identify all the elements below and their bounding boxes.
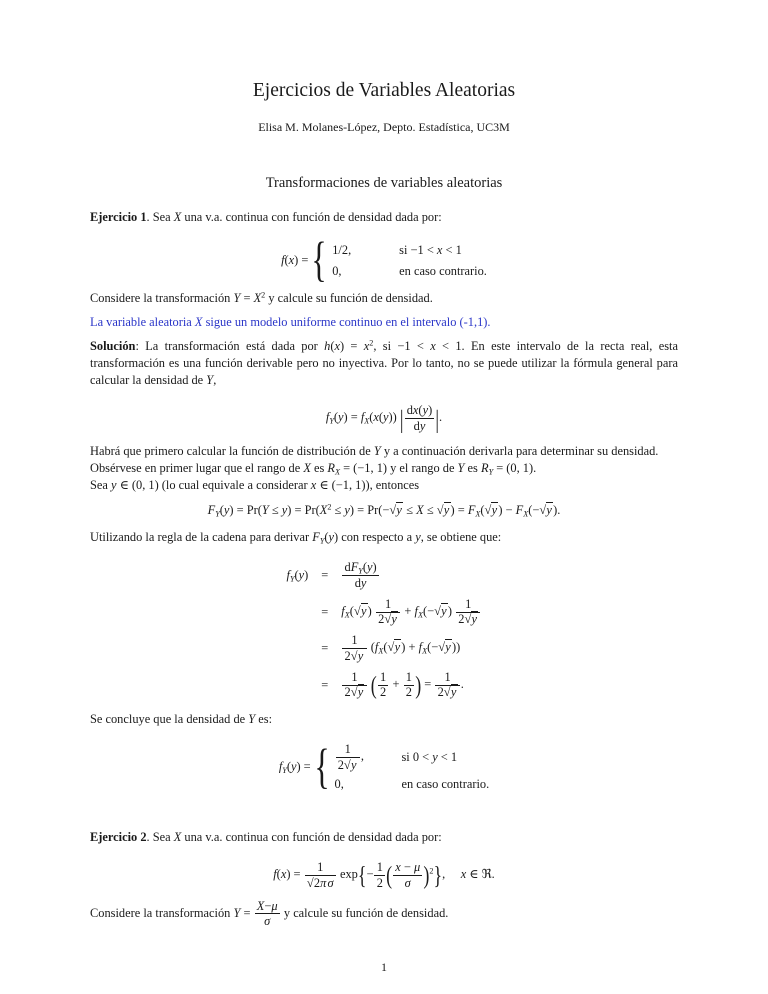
math-var: x [430,339,436,353]
math-var: F [350,560,359,575]
math-sqrt: √y [436,503,450,518]
subscript [282,767,287,776]
math-var: y [450,685,457,700]
math-sqrt: √y [350,685,364,700]
big-delimiter: ( [370,671,377,700]
derivation-rhs: $\frac{1}{2√y}$ ( $\frac{1}{2}$ + $\frac{1}{2}$ ) = $\frac{1}{2√y}$ . [338,667,484,704]
equals-sign: = [321,641,329,656]
math-var: Y [373,443,381,458]
math-var: X [256,898,265,913]
formula-normal-density: f(x) = $\frac{1}{√2\pi\sigma}$ exp{− $\frac{1}{2}$ ( $\frac{x - \mu}{\sigma}$ )$^2$}, x ∈ ℜ. [273,860,495,890]
superscript: 2 [261,290,266,300]
math-var: y [223,503,230,518]
math-var: x [288,252,295,267]
math-var: x [412,403,419,418]
math-var: Y [457,460,465,475]
equals-sign: = [321,568,329,583]
math-var: Y [488,467,494,477]
math-var: h [324,339,331,353]
math-var: X [378,646,384,656]
cases-row: 0, en caso contrario. [332,263,487,278]
math-var: y [443,503,450,518]
exercise1-intro: Ejercicio 1. Sea X una v.a. continua con función de densidad dada por: [90,210,442,225]
math-var: y [281,503,288,518]
math-var: Y [215,509,220,519]
math-fraction: $\frac{1}{2√y}$ [434,671,460,700]
math-sqrt: √y [353,603,367,618]
solution-para-sea: Sea y ∈ (0, 1) (lo cual equivale a considerar x ∈ (−1, 1)), entonces [90,478,420,493]
math-var: σ [327,875,334,890]
math-var: y [415,530,421,545]
math-var: X [523,509,529,519]
math-var: f [278,760,283,775]
math-var: X [173,210,182,225]
math-sqrt: √y [484,503,498,518]
subscript [215,510,220,519]
math-sqrt: √y [387,640,401,655]
math-var: X [475,509,481,519]
subscript [378,647,383,656]
math-var: f [360,410,365,425]
math-var: X [173,830,182,845]
math-var: y [298,568,305,583]
superscript: 2 [369,338,374,348]
math-var: y [290,760,297,775]
formula-general-density: $f_Y(y) = f_X(x(y))$ | $\frac{dx(y)}{dy}$ |. [325,403,443,433]
math-sqrt: √y [539,503,552,518]
cases-brace: { [311,233,328,287]
math-var: R [327,460,335,475]
math-var: y [422,403,429,418]
exercise1-note-blue: La variable aleatoria X sigue un modelo uniforme continuo en el intervalo (-1,1). [90,314,491,329]
cases-block [311,233,487,287]
math-var: f [374,640,379,655]
derivation-block [284,557,485,703]
math-var: x [334,339,340,353]
math-var: y [338,410,344,425]
math-fraction: $\frac{x - \mu}{\sigma}$ [392,861,423,890]
math-var: μ [413,860,421,875]
cases-row: $\frac{1}{2√y}$ , si 0 < y < 1 [335,743,490,772]
math-var: x [310,478,317,493]
derivation-lhs [284,630,312,667]
math-fraction: $\frac{1}{√2\pi\sigma}$ [304,861,337,890]
cases-row: 1/2, si −1 < x < 1 [332,242,462,257]
subscript [320,537,325,546]
equals-sign: = [321,604,329,619]
derivation-rhs: $\frac{1}{2√y}$ $(f_X(√y) + f_X(-√y))$ [338,630,484,667]
math-var: π [320,875,327,890]
document-title: Ejercicios de Variables Aleatorias [252,80,516,101]
math-var: f [273,867,277,882]
solution-para-utilizando: Utilizando la regla de la cadena para derivar $F_Y(y)$ con respecto a y, se obtiene que: [90,530,502,546]
math-var: Y [319,536,325,546]
math-var: Y [233,905,241,920]
math-var: F [207,503,216,518]
math-var: y [366,560,373,575]
section-heading: Transformaciones de variables aleatorias [265,175,503,192]
math-var: y [391,612,397,627]
cases-block [314,740,490,795]
cases-row: 0, en caso contrario. [334,776,490,791]
math-fraction: $\frac{1}{2√y}$ [375,598,401,627]
subscript [345,610,350,619]
math-var: y [111,478,117,493]
big-delimiter: ) [415,671,422,700]
math-var: y [360,603,367,618]
math-var: X [319,503,328,518]
subscript [364,417,369,426]
math-var: X [335,467,340,477]
math-var: x [280,867,287,882]
math-fraction: $\frac{dF_Y(y)}{dy}$ [341,561,380,590]
derivation-rhs: $f_X(√y)$ $\frac{1}{2√y}$ + $f_X(-√y)$ $\frac{1}{2√y}$ [338,594,484,631]
derivation-rhs [338,557,484,594]
math-var: y [394,640,401,655]
subscript [523,510,528,519]
exercise2-task: Considere la transformación Y = $\frac{X-\mu}{\sigma}$ y calcule su función de densidad. [90,898,449,929]
solution-para-habra: Habrá que primero calcular la función de distribución de Y y a continuación derivarla para determinar su densidad. [90,443,659,458]
bold-text: Ejercicio 1 [90,210,147,225]
math-var: f [418,640,423,655]
math-var: Y [358,566,363,576]
math-var: y [445,640,451,655]
math-var: Y [261,503,269,518]
math-var: X [422,646,428,656]
author-line: Elisa M. Molanes-López, Depto. Estadística, UC3M [258,119,510,134]
math-var: y [357,648,364,663]
math-var: y [357,685,364,700]
math-var: X [253,290,262,305]
math-fraction: $\frac{1}{2√y}$ [341,634,367,663]
math-fraction: $\frac{dx(y)}{dy}$ [404,404,436,433]
math-var: x [395,860,401,875]
derivation-lhs [284,667,312,704]
formula-density-x: f(x) = { 1/2, si −1 < x < 1 0, en caso contrario. [281,233,487,287]
solution-para-observese: Obsérvese en primer lugar que el rango de X es $R_X = (-1$, 1) y el rango de Y es $R_Y = (0$, 1). [90,460,537,477]
subscript [290,575,295,584]
subscript [418,610,423,619]
math-var: X [416,503,424,518]
math-var: y [491,503,498,518]
derivation-lhs: $f_Y(y)$ [286,568,309,584]
exercise1-task: Considere la transformación $Y = X^2$ y calcule su función de densidad. [90,290,433,305]
subscript [329,417,334,426]
math-var: μ [271,898,278,913]
page-number: 1 [381,960,387,975]
formula-density-y: $f_Y(y)$ = { $\frac{1}{2√y}$ , si 0 < y < 1 0, en caso contrario. [278,740,490,795]
math-var: y [350,757,357,772]
math-var: f [325,410,330,425]
cases-brace: { [314,740,330,795]
math-fraction: $\frac{1}{2}$ [377,671,390,700]
math-var: F [312,530,320,545]
subscript [475,510,480,519]
math-var: x [373,410,379,425]
math-var: F [467,503,476,518]
math-sqrt: √y [464,612,478,627]
subscript [335,467,340,476]
derivation-row [284,667,485,704]
solution-para-concluye: Se concluye que la densidad de Y es: [90,712,273,727]
math-sqrt: √y [389,503,402,518]
math-sqrt: √y [438,640,451,655]
math-fraction: $\frac{1}{2√y}$ [455,598,481,627]
math-var: y [546,503,552,518]
math-sqrt: √y [350,648,364,663]
subscript [422,647,427,656]
math-var: Y [206,373,214,388]
math-var: Y [329,416,334,426]
math-var: X [344,610,350,620]
equals-sign: = [321,677,329,692]
superscript: 2 [327,502,332,512]
math-var: x [436,242,443,257]
exercise2-intro: Ejercicio 2. Sea X una v.a. continua con función de densidad dada por: [90,830,442,845]
math-var: y [396,503,402,518]
derivation-row [284,557,485,594]
math-var: y [471,612,478,627]
math-var: y [419,418,426,433]
math-var: X [194,314,203,329]
math-var: f [341,603,345,618]
solution-intro: Solución: La transformación está dada por $h(x) = x^2$, si −1 < x < 1. En este intervalo de la recta real, esta transformación es una función derivable pero no inyectiva. Por lo tanto, no se puede utilizar la fórmula general para calcular la densidad de Y, [90,338,678,388]
math-fraction: $\frac{X-\mu}{\sigma}$ [254,900,281,929]
math-var: x [363,339,370,353]
bold-text: Ejercicio 2 [90,830,147,845]
math-var: X [417,610,423,620]
math-var: f [281,252,285,267]
math-var: Y [248,712,256,727]
subscript [489,467,494,476]
math-var: y [360,575,367,590]
math-var: y [344,503,350,518]
derivation-row [284,630,485,667]
math-sqrt: √y [384,612,397,627]
bold-text: Solución [90,339,136,353]
math-fraction: $\frac{1}{2√y}$ [335,743,361,772]
formula-cdf: $F_Y(y) = Pr(Y \le y) = Pr(X^2 \le y) = Pr(-√y \le X \le √y) = F_X(√y) - F_X(-√y)$. [207,502,561,519]
math-sqrt: √y [443,685,457,700]
math-var: y [383,410,389,425]
math-sqrt: √y [343,757,357,772]
math-var: y [432,750,438,765]
math-var: σ [404,875,411,890]
math-var: Y [289,574,295,584]
math-var: x [460,867,467,882]
math-var: y [441,603,447,618]
math-var: X [303,460,311,475]
math-var: F [515,503,524,518]
math-fraction: $\frac{1}{2}$ [373,861,386,890]
math-var: σ [264,914,271,929]
math-var: R [480,460,489,475]
math-var: X [364,416,370,426]
big-delimiter: { [357,861,367,890]
math-var: f [286,568,290,583]
subscript [358,567,363,576]
big-delimiter: } [433,861,443,890]
math-fraction: $\frac{1}{2√y}$ [341,671,367,700]
math-sqrt: √y [434,603,447,618]
math-fraction: $\frac{1}{2}$ [403,671,416,700]
superscript: 2 [429,866,434,876]
big-delimiter: ( [386,861,393,890]
derivation-row [284,594,485,631]
big-delimiter: | [435,404,440,433]
big-delimiter: ) [423,861,430,890]
math-var: Y [282,766,287,776]
math-var: f [414,603,418,618]
math-var: Y [233,290,241,305]
math-sqrt: √2π [306,875,327,890]
math-var: y [328,530,334,545]
derivation-lhs [284,594,312,631]
big-delimiter: | [399,404,404,433]
